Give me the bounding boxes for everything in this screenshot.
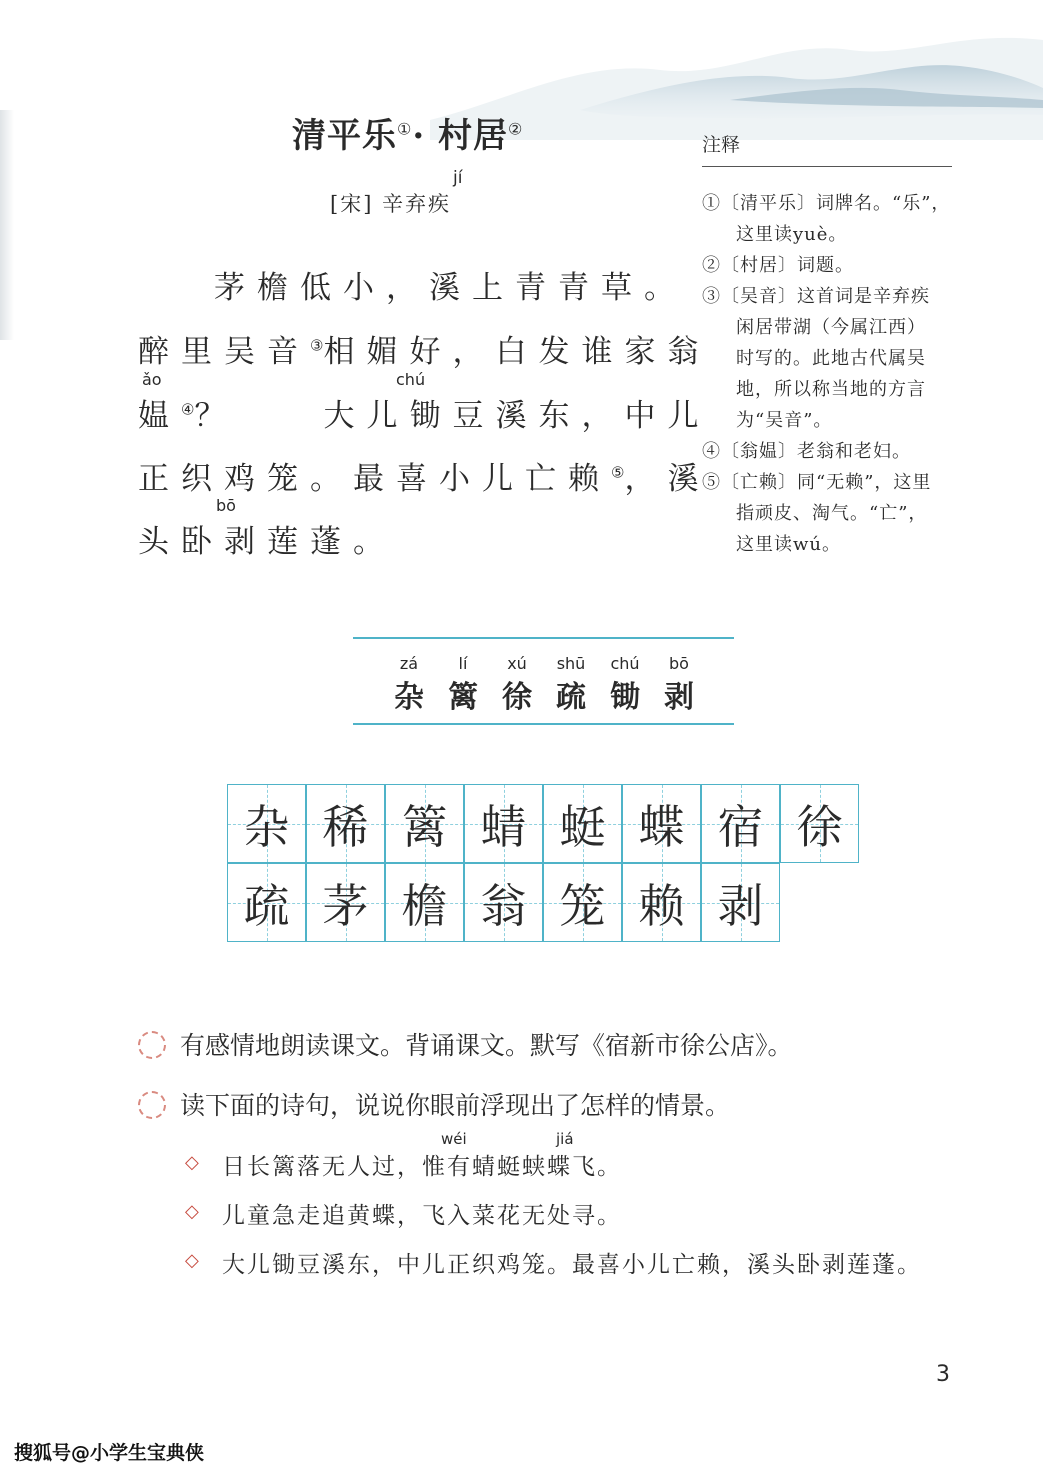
pinyin-jia: jiá: [556, 1130, 574, 1148]
word-char: 锄: [610, 680, 640, 715]
grid-cell: 赖: [622, 863, 701, 942]
grid-cell: 茅: [306, 863, 385, 942]
poem-title: 清平乐①· 村居②: [292, 116, 524, 156]
grid-cell: 宿: [701, 784, 780, 863]
word-char: 徐: [502, 680, 532, 715]
poem-line-1: 茅檐低小，溪上青青草。: [214, 270, 687, 306]
word-pinyin: shū: [556, 654, 586, 673]
poem-line-4: 正织鸡笼。最喜小儿亡赖⑤，溪: [138, 461, 711, 497]
grid-cell: 稀: [306, 784, 385, 863]
poem-line-5: 头卧剥莲蓬。: [138, 524, 396, 560]
grid-cell: 疏: [227, 863, 306, 942]
exercise-2: 读下面的诗句，说说你眼前浮现出了怎样的情景。: [180, 1091, 731, 1120]
diamond-bullet-icon: ◇: [185, 1250, 199, 1271]
exercise-circle-icon: [138, 1091, 166, 1119]
grid-cell: 徐: [780, 784, 859, 863]
pinyin-bo: bō: [216, 496, 236, 515]
author-pinyin: jí: [453, 168, 463, 188]
sub-item-3: 大儿锄豆溪东，中儿正织鸡笼。最喜小儿亡赖，溪头卧剥莲蓬。: [222, 1252, 922, 1278]
sub-item-1: 日长篱落无人过，惟有蜻蜓蛱蝶飞。: [222, 1154, 622, 1180]
word-char: 篱: [448, 680, 478, 715]
grid-cell: 蝶: [622, 784, 701, 863]
note-line: 时写的。此地古代属吴: [736, 348, 926, 369]
word-char: 杂: [394, 680, 424, 715]
grid-cell: 檐: [385, 863, 464, 942]
note-line: 为“吴音”。: [736, 410, 833, 431]
word-pinyin: lí: [458, 654, 468, 673]
note-line: ①〔清平乐〕词牌名。“乐”，: [702, 193, 951, 214]
note-line: ③〔吴音〕这首词是辛弃疾: [702, 286, 930, 307]
grid-cell: 蜻: [464, 784, 543, 863]
grid-cell: 剥: [701, 863, 780, 942]
note-line: 地，所以称当地的方言: [736, 379, 926, 400]
note-line: 这里读yuè。: [736, 224, 848, 245]
word-pinyin: chú: [610, 654, 640, 673]
grid-cell: 笼: [543, 863, 622, 942]
pinyin-wei: wéi: [441, 1130, 467, 1148]
sub-item-2: 儿童急走追黄蝶，飞入菜花无处寻。: [222, 1203, 622, 1229]
poem-author: [宋] 辛弃疾: [330, 192, 452, 216]
pinyin-chu: chú: [396, 370, 426, 389]
note-line: ④〔翁媪〕老翁和老妇。: [702, 441, 911, 462]
word-pinyin: zá: [399, 654, 419, 673]
grid-cell: 翁: [464, 863, 543, 942]
grid-cell: 篱: [385, 784, 464, 863]
page-number: 3: [936, 1362, 950, 1387]
note-line: ⑤〔亡赖〕同“无赖”，这里: [702, 472, 932, 493]
word-box-top-rule: [353, 637, 734, 639]
pinyin-ao: ǎo: [142, 370, 162, 389]
diamond-bullet-icon: ◇: [185, 1152, 199, 1173]
page-edge-shadow: [0, 110, 14, 340]
poem-line-2: 醉里吴音③相媚好，白发谁家翁: [138, 334, 711, 370]
note-line: 这里读wú。: [736, 534, 841, 555]
poem-line-3: 媪④？ 大儿锄豆溪东，中儿: [138, 398, 711, 434]
exercise-circle-icon: [138, 1031, 166, 1059]
diamond-bullet-icon: ◇: [185, 1201, 199, 1222]
word-pinyin: bō: [669, 654, 689, 673]
watermark: 搜狐号@小学生宝典侠: [14, 1442, 205, 1464]
word-box-bottom-rule: [353, 723, 734, 725]
grid-cell: 蜓: [543, 784, 622, 863]
note-line: ②〔村居〕词题。: [702, 255, 854, 276]
word-char: 疏: [556, 680, 586, 715]
note-line: 闲居带湖（今属江西）: [736, 317, 926, 338]
word-char: 剥: [664, 680, 694, 715]
exercise-1: 有感情地朗读课文。背诵课文。默写《宿新市徐公店》。: [180, 1031, 793, 1060]
notes-heading: 注释: [702, 134, 741, 156]
notes-divider: [702, 166, 952, 167]
note-line: 指顽皮、淘气。“亡”，: [736, 503, 928, 524]
grid-cell: 杂: [227, 784, 306, 863]
word-pinyin: xú: [507, 654, 527, 673]
